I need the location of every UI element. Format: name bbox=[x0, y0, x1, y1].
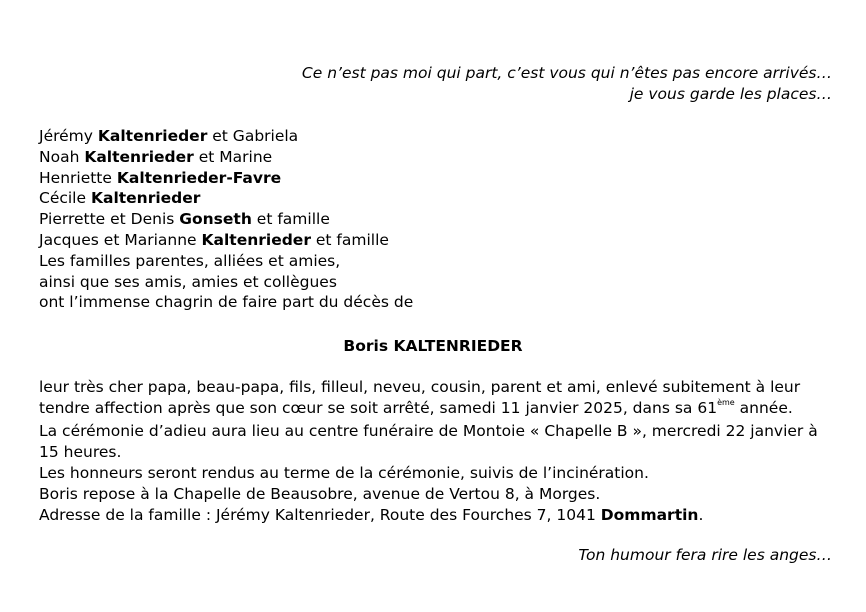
family-address-town: Dommartin bbox=[600, 506, 699, 524]
mourner-name: Henriette bbox=[39, 168, 117, 187]
mourner-surname: Gonseth bbox=[179, 210, 252, 229]
family-address bbox=[39, 505, 839, 526]
mourner-line bbox=[39, 168, 413, 189]
mourner-line bbox=[39, 272, 413, 293]
mourner-name: Cécile bbox=[39, 189, 91, 208]
opening-quote-line-1: Ce n’est pas moi qui part, c’est vous qui n’êtes pas encore arrivés… bbox=[301, 64, 832, 82]
mourner-suffix: et famille bbox=[251, 210, 330, 229]
mourner-suffix: et famille bbox=[310, 230, 389, 249]
mourner-text: Les familles parentes, alliées et amies, bbox=[39, 251, 341, 270]
mourner-line bbox=[39, 209, 413, 230]
body-line-2 bbox=[39, 398, 839, 421]
mourner-surname: Kaltenrieder bbox=[84, 147, 194, 166]
mourner-line bbox=[39, 188, 413, 209]
mourner-name: Pierrette et Denis bbox=[39, 210, 180, 229]
announcement-body bbox=[39, 377, 839, 526]
mourner-surname: Kaltenrieder bbox=[90, 189, 201, 208]
closing-quote: Ton humour fera rire les anges… bbox=[578, 546, 832, 564]
mourner-surname: Kaltenrieder-Favre bbox=[116, 168, 282, 187]
mourners-list bbox=[39, 126, 413, 313]
mourner-line bbox=[39, 230, 413, 251]
mourner-line bbox=[39, 126, 413, 147]
mourner-line bbox=[39, 147, 413, 168]
mourner-suffix: et Marine bbox=[193, 147, 273, 166]
opening-quote-line-2: je vous garde les places… bbox=[629, 85, 832, 103]
family-address-end: . bbox=[698, 506, 704, 524]
mourner-surname: Kaltenrieder bbox=[97, 127, 208, 145]
mourner-surname: Kaltenrieder bbox=[201, 230, 311, 249]
body-line-2-end: année. bbox=[734, 399, 793, 417]
announcement-intro: ont l’immense chagrin de faire part du décès de bbox=[39, 293, 414, 312]
body-line-5: Les honneurs seront rendus au terme de la cérémonie, suivis de l’incinération. bbox=[39, 464, 649, 482]
body-line-3: La cérémonie d’adieu aura lieu au centre funéraire de Montoie « Chapelle B », mercredi 22 janvier à bbox=[39, 422, 818, 440]
family-address-text: Adresse de la famille : Jérémy Kaltenrieder, Route des Fourches 7, 1041 bbox=[39, 506, 601, 524]
deceased-name: Boris KALTENRIEDER bbox=[343, 337, 523, 355]
body-line-4: 15 heures. bbox=[39, 443, 122, 461]
ordinal-suffix: ème bbox=[717, 398, 735, 407]
mourner-line bbox=[39, 251, 413, 272]
mourner-name: Jérémy bbox=[39, 127, 98, 145]
mourner-name: Noah bbox=[39, 147, 85, 166]
mourner-line bbox=[39, 292, 413, 313]
opening-quote bbox=[302, 63, 832, 105]
body-line-1: leur très cher papa, beau-papa, fils, filleul, neveu, cousin, parent et ami, enlevé subitement à leur bbox=[39, 378, 801, 396]
mourner-suffix: et Gabriela bbox=[207, 127, 299, 145]
body-line-6: Boris repose à la Chapelle de Beausobre, avenue de Vertou 8, à Morges. bbox=[39, 485, 601, 503]
body-line-2-text: tendre affection après que son cœur se soit arrêté, samedi 11 janvier 2025, dans sa 61 bbox=[39, 399, 718, 417]
mourner-name: Jacques et Marianne bbox=[39, 230, 202, 249]
mourner-text: ainsi que ses amis, amies et collègues bbox=[39, 272, 337, 291]
